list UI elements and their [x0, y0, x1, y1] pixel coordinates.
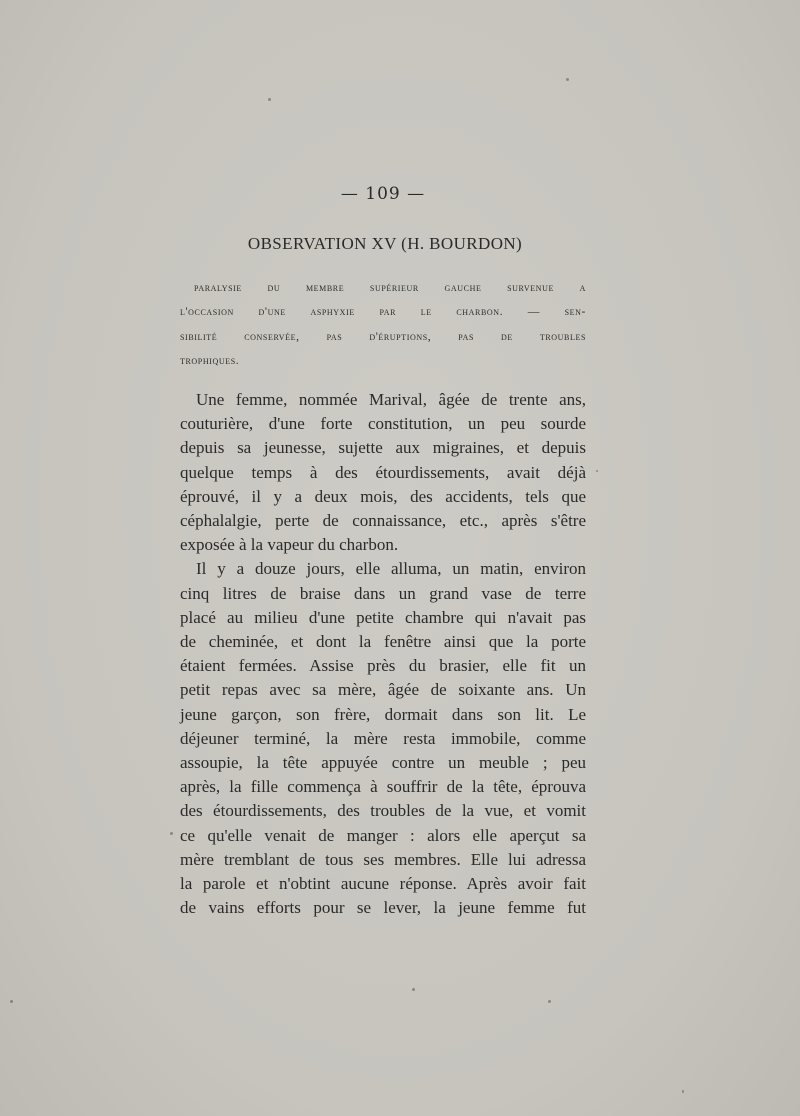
summary-line: l'occasion d'une asphyxie par le charbon. — sen- — [180, 305, 586, 319]
paragraph-1-line: Une femme, nommée Marival, âgée de trente ans, — [196, 390, 586, 409]
paragraph-2-line: la parole et n'obtint aucune réponse. Après avoir fait — [180, 874, 586, 894]
paper-speck — [412, 988, 415, 991]
paragraph-2-line: étaient fermées. Assise près du brasier, elle fit un — [180, 656, 586, 676]
paragraph-2-line: mère tremblant de tous ses membres. Elle lui adressa — [180, 849, 586, 869]
paper-speck — [596, 470, 598, 472]
body-text — [180, 388, 586, 920]
page-number: — 109 — — [340, 184, 426, 204]
paragraph-2-line: de cheminée, et dont la fenêtre ainsi que la porte — [180, 632, 586, 652]
paper-speck — [682, 1090, 684, 1093]
paper-speck — [548, 1000, 551, 1003]
paragraph-2-line: des étourdissements, des troubles de la vue, et vomit — [180, 801, 586, 821]
paragraph-2-line: cinq litres de braise dans un grand vase de terre — [180, 583, 586, 603]
paper-speck — [566, 78, 569, 81]
paragraph-2-line: jeune garçon, son frère, dormait dans son lit. Le — [180, 704, 586, 724]
case-summary — [180, 276, 586, 374]
summary-line: trophiques. — [180, 354, 240, 368]
paper-speck — [10, 1000, 13, 1003]
paragraph-1-line: depuis sa jeunesse, sujette aux migraines, et depuis — [180, 438, 586, 458]
paragraph-2-line: ce qu'elle venait de manger : alors elle aperçut sa — [180, 825, 586, 845]
paragraph-1-line: quelque temps à des étourdissements, avait déjà — [180, 462, 586, 482]
paragraph-2-line: placé au milieu d'une petite chambre qui n'avait pas — [180, 607, 586, 627]
paragraph-2-line: petit repas avec sa mère, âgée de soixante ans. Un — [180, 680, 586, 700]
paragraph-2-line: assoupie, la tête appuyée contre un meuble ; peu — [180, 753, 586, 773]
paragraph-2-line: Il y a douze jours, elle alluma, un matin, environ — [196, 559, 586, 579]
summary-line: paralysie du membre supérieur gauche survenue a — [194, 281, 586, 294]
paper-speck — [170, 832, 173, 835]
paragraph-2-line: après, la fille commença à souffrir de la tête, éprouva — [180, 777, 586, 797]
paper-speck — [268, 98, 271, 101]
summary-line: sibilité conservée, pas d'éruptions, pas de troubles — [180, 329, 586, 343]
paragraph-1-line: exposée à la vapeur du charbon. — [180, 535, 399, 555]
paragraph-2-line: déjeuner terminé, la mère resta immobile, comme — [180, 728, 586, 748]
paragraph-1-line: éprouvé, il y a deux mois, des accidents, tels que — [180, 486, 586, 506]
paragraph-2-line: de vains efforts pour se lever, la jeune femme fut — [180, 898, 586, 918]
observation-title: OBSERVATION XV (H. BOURDON) — [247, 234, 523, 253]
paragraph-1-line: céphalalgie, perte de connaissance, etc., après s'être — [180, 511, 586, 531]
paragraph-1-line: couturière, d'une forte constitution, un peu sourde — [180, 414, 586, 434]
